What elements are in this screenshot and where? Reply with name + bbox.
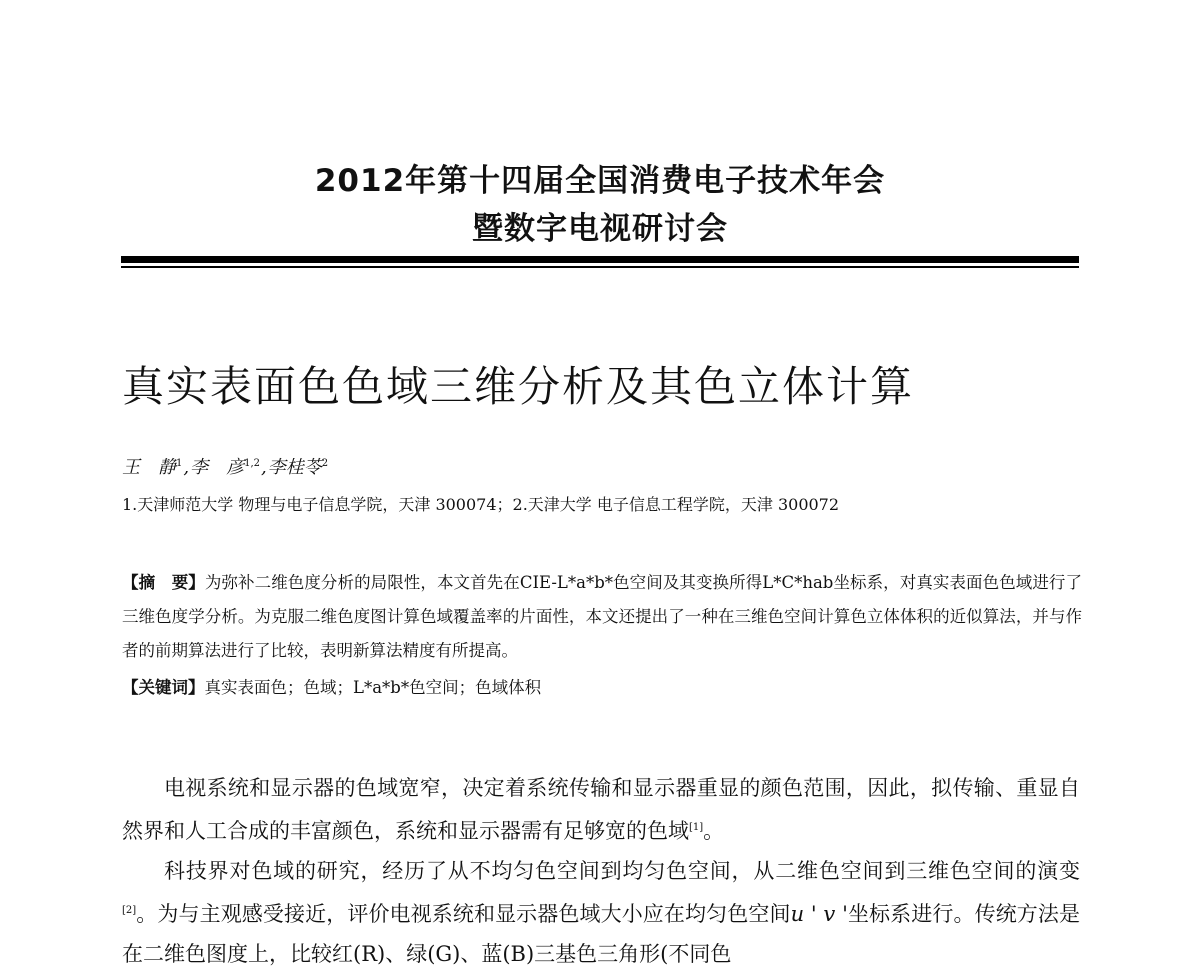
keywords <box>122 674 541 698</box>
conference-title-line1: 2012年第十四届全国消费电子技术年会 <box>314 163 886 199</box>
abstract-text: 为弥补二维色度分析的局限性，本文首先在CIE-L*a*b*色空间及其变换所得L*C*hab坐标系，对真实表面色色域进行了三维色度学分析。为克服二维色度图计算色域覆盖率的片面性，本文还提出了一种在三维色空间计算色立体体积的近似算法，并与作者的前期算法进行了比较，表明新算法精度有所提高。 <box>122 573 1082 660</box>
abstract <box>122 566 1082 668</box>
conference-title-line2: 暨数字电视研讨会 <box>472 211 728 247</box>
citation-ref: [2] <box>122 905 137 916</box>
affiliations: 1.天津师范大学 物理与电子信息学院，天津 300074；2.天津大学 电子信息工程学院，天津 300072 <box>122 495 840 514</box>
author-affiliation-mark: 1,2 <box>244 458 261 469</box>
author-affiliation-mark: 2 <box>321 458 329 469</box>
uv-coordinate-symbol: u ' v ' <box>790 902 848 926</box>
body-paragraph: 科技界对色域的研究，经历了从不均匀色空间到均匀色空间，从二维色空间到三维色空间的演变[2]。为与主观感受接近，评价电视系统和显示器色域大小应在均匀色空间u ' v '坐标系进行。传统方法是在二维色图度上，比较红(R)、绿(G)、蓝(B)三基色三角形(不同色 <box>122 859 1081 966</box>
author-name: 王 静 <box>122 457 176 478</box>
keywords-text: 真实表面色；色域；L*a*b*色空间；色域体积 <box>204 678 542 697</box>
author-name: 李桂苓 <box>267 457 322 478</box>
author-name: 李 彦 <box>190 457 245 478</box>
header-rule-thick <box>121 256 1079 263</box>
author-affiliation-mark: 1 <box>176 458 183 469</box>
paper-title: 真实表面色色域三维分析及其色立体计算 <box>122 362 915 411</box>
body-paragraph: 电视系统和显示器的色域宽窄，决定着系统传输和显示器重显的颜色范围，因此，拟传输、重显自然界和人工合成的丰富颜色，系统和显示器需有足够宽的色域[1]。 <box>122 776 1080 843</box>
header-rule-thin <box>121 266 1079 268</box>
abstract-label: 【摘 要】 <box>122 573 205 592</box>
keywords-label: 【关键词】 <box>122 678 205 697</box>
author-list: 王 静$^1$,李 彦$^{1,2}$,李桂苓$^2$ <box>122 457 329 478</box>
body-text <box>122 768 1080 974</box>
citation-ref: [1] <box>689 822 704 833</box>
